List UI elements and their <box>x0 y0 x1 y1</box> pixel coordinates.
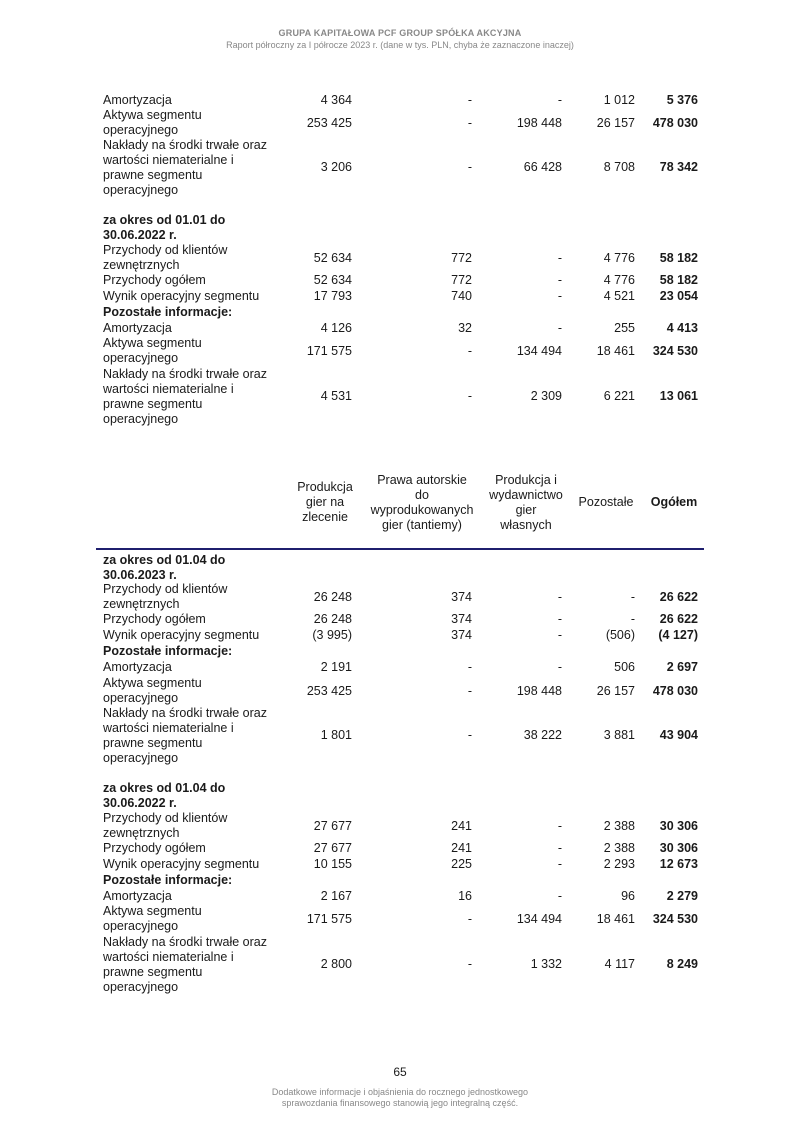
row-label: operacyjnego <box>103 691 179 705</box>
cell: - <box>467 389 472 403</box>
cell-total: 324 530 <box>652 344 698 358</box>
period-label: 30.06.2023 r. <box>103 568 177 582</box>
cell: 2 388 <box>603 819 635 833</box>
cell: - <box>630 612 635 626</box>
row-label: Nakłady na środki trwałe oraz <box>103 367 267 381</box>
column-header-produkcja-na-zlecenie <box>285 480 365 525</box>
cell: - <box>630 590 635 604</box>
row-label: Nakłady na środki trwałe oraz <box>103 138 267 152</box>
period-label: za okres od 01.04 do <box>103 553 226 567</box>
cell: - <box>557 841 562 855</box>
cell: - <box>557 889 562 903</box>
cell: 253 425 <box>306 116 352 130</box>
table-header-divider <box>96 548 704 550</box>
cell: - <box>467 160 472 174</box>
column-header-line: gier na <box>305 495 345 509</box>
cell: 26 157 <box>596 116 635 130</box>
cell-total: 478 030 <box>652 116 698 130</box>
cell: 8 708 <box>603 160 635 174</box>
cell: - <box>467 344 472 358</box>
cell: 4 776 <box>603 273 635 287</box>
row-label: prawne segmentu <box>103 397 203 411</box>
row-label: operacyjnego <box>103 980 179 994</box>
cell: - <box>557 819 562 833</box>
row-label: Amortyzacja <box>103 93 172 107</box>
cell-total: 2 697 <box>666 660 698 674</box>
cell: 772 <box>451 251 472 265</box>
cell: - <box>467 684 472 698</box>
cell: - <box>557 251 562 265</box>
column-header-line: Produkcja i <box>495 473 557 487</box>
row-label: wartości niematerialne i <box>103 382 234 396</box>
row-label: operacyjnego <box>103 412 179 426</box>
row-label: operacyjnego <box>103 183 179 197</box>
column-header-pozostale: Pozostałe <box>578 495 634 509</box>
cell: - <box>557 857 562 871</box>
cell: - <box>467 93 472 107</box>
column-header-line: wydawnictwo <box>489 488 563 502</box>
table-row-przychody-klienci <box>0 582 800 612</box>
column-header-line: własnych <box>500 518 552 532</box>
cell: 241 <box>451 819 472 833</box>
cell: 4 521 <box>603 289 635 303</box>
cell: - <box>467 116 472 130</box>
cell: - <box>467 728 472 742</box>
cell: 2 388 <box>603 841 635 855</box>
cell-total: 58 182 <box>659 273 698 287</box>
cell-total: 43 904 <box>659 728 698 742</box>
section-label: Pozostałe informacje: <box>103 305 233 319</box>
page-footer <box>0 1087 800 1109</box>
cell: 52 634 <box>313 273 352 287</box>
column-header-line: Produkcja <box>297 480 353 494</box>
table-row-aktywa <box>0 108 800 138</box>
cell-total: 23 054 <box>659 289 698 303</box>
row-label: prawne segmentu <box>103 965 203 979</box>
cell: 4 531 <box>320 389 352 403</box>
table-row-naklady <box>0 706 800 766</box>
cell: 38 222 <box>523 728 562 742</box>
row-label: prawne segmentu <box>103 736 203 750</box>
row-label: zewnętrznych <box>103 258 180 272</box>
cell: 506 <box>614 660 635 674</box>
column-header-line: do <box>415 488 429 502</box>
section-label: Pozostałe informacje: <box>103 873 233 887</box>
row-label: zewnętrznych <box>103 597 180 611</box>
cell: 241 <box>451 841 472 855</box>
cell: 17 793 <box>313 289 352 303</box>
row-label: Przychody od klientów <box>103 811 228 825</box>
cell-total: 5 376 <box>666 93 698 107</box>
section-label: Pozostałe informacje: <box>103 644 233 658</box>
report-company-header: GRUPA KAPITAŁOWA PCF GROUP SPÓŁKA AKCYJNA <box>278 28 522 38</box>
cell: 4 364 <box>320 93 352 107</box>
cell: 32 <box>458 321 472 335</box>
row-label: operacyjnego <box>103 751 179 765</box>
cell: 1 012 <box>603 93 635 107</box>
table-row-aktywa <box>0 904 800 934</box>
row-label: wartości niematerialne i <box>103 153 234 167</box>
row-label: operacyjnego <box>103 123 179 137</box>
cell-total: 78 342 <box>659 160 698 174</box>
cell: 740 <box>451 289 472 303</box>
period-heading <box>0 781 800 811</box>
cell: 4 117 <box>604 957 635 971</box>
cell: 66 428 <box>523 160 562 174</box>
cell: 198 448 <box>516 684 562 698</box>
row-label: Wynik operacyjny segmentu <box>103 289 260 303</box>
cell: (3 995) <box>312 628 352 642</box>
cell-total: 324 530 <box>652 912 698 926</box>
row-label: Amortyzacja <box>103 889 172 903</box>
cell: 3 881 <box>603 728 635 742</box>
period-label: za okres od 01.01 do <box>103 213 226 227</box>
period-label: za okres od 01.04 do <box>103 781 226 795</box>
cell: 2 800 <box>320 957 352 971</box>
cell: 96 <box>621 889 635 903</box>
row-label: Przychody ogółem <box>103 612 206 626</box>
row-label: prawne segmentu <box>103 168 203 182</box>
table-row-naklady <box>0 935 800 995</box>
cell-total: 30 306 <box>659 841 698 855</box>
row-label: Nakłady na środki trwałe oraz <box>103 935 267 949</box>
cell-total: 30 306 <box>659 819 698 833</box>
cell: (506) <box>605 628 635 642</box>
row-label: wartości niematerialne i <box>103 950 234 964</box>
row-label: wartości niematerialne i <box>103 721 234 735</box>
cell: 26 248 <box>313 590 352 604</box>
cell: 2 191 <box>320 660 352 674</box>
column-header-line: Prawa autorskie <box>377 473 467 487</box>
cell: - <box>557 273 562 287</box>
row-label: Aktywa segmentu <box>103 336 202 350</box>
period-heading <box>0 553 800 583</box>
cell: - <box>557 289 562 303</box>
cell: - <box>467 660 472 674</box>
period-label: 30.06.2022 r. <box>103 796 177 810</box>
cell: 52 634 <box>313 251 352 265</box>
cell: 26 248 <box>313 612 352 626</box>
cell: - <box>557 628 562 642</box>
footer-line: sprawozdania finansowego stanowią jego integralną część. <box>281 1098 519 1108</box>
cell: - <box>557 612 562 626</box>
cell: 374 <box>451 612 472 626</box>
row-label: Przychody ogółem <box>103 841 206 855</box>
row-label: Amortyzacja <box>103 660 172 674</box>
cell: - <box>557 660 562 674</box>
column-header-prawa-autorskie <box>362 473 482 533</box>
cell-total: 26 622 <box>659 612 698 626</box>
cell-total: 2 279 <box>666 889 698 903</box>
column-header-line: zlecenie <box>302 510 348 524</box>
table-row-przychody-klienci <box>0 811 800 841</box>
row-label: Aktywa segmentu <box>103 108 202 122</box>
cell: 253 425 <box>306 684 352 698</box>
table-row-naklady <box>0 367 800 427</box>
cell: 374 <box>451 628 472 642</box>
row-label: Aktywa segmentu <box>103 676 202 690</box>
row-label: operacyjnego <box>103 919 179 933</box>
row-label: operacyjnego <box>103 351 179 365</box>
cell: 2 309 <box>530 389 562 403</box>
footer-line: Dodatkowe informacje i objaśnienia do rocznego jednostkowego <box>271 1087 529 1097</box>
report-subtitle: Raport półroczny za I półrocze 2023 r. (dane w tys. PLN, chyba że zaznaczone inaczej) <box>226 40 574 50</box>
cell-total: 12 673 <box>659 857 698 871</box>
period-heading <box>0 213 800 243</box>
cell: 16 <box>458 889 472 903</box>
cell: 225 <box>451 857 472 871</box>
cell: 2 293 <box>603 857 635 871</box>
table-row-aktywa <box>0 336 800 366</box>
row-label: Wynik operacyjny segmentu <box>103 628 260 642</box>
row-label: Przychody ogółem <box>103 273 206 287</box>
cell: 772 <box>451 273 472 287</box>
table-row-przychody-klienci <box>0 243 800 273</box>
cell: - <box>467 957 472 971</box>
column-header-line: wyprodukowanych <box>370 503 474 517</box>
cell: 18 461 <box>596 344 635 358</box>
cell: 2 167 <box>320 889 352 903</box>
row-label: Przychody od klientów <box>103 582 228 596</box>
cell: 1 332 <box>530 957 562 971</box>
cell: 171 575 <box>306 912 352 926</box>
page-number: 65 <box>393 1065 407 1079</box>
row-label: Amortyzacja <box>103 321 172 335</box>
cell: 255 <box>614 321 635 335</box>
cell-total: (4 127) <box>658 628 698 642</box>
row-label: Przychody od klientów <box>103 243 228 257</box>
cell: - <box>557 590 562 604</box>
cell: - <box>467 912 472 926</box>
cell-total: 4 413 <box>666 321 698 335</box>
column-header-produkcja-wlasnych <box>480 473 572 533</box>
cell: - <box>557 321 562 335</box>
column-header-line: gier <box>515 503 537 517</box>
cell: 3 206 <box>320 160 352 174</box>
cell: 26 157 <box>596 684 635 698</box>
cell-total: 13 061 <box>659 389 698 403</box>
table-row-naklady <box>0 138 800 198</box>
column-header-line: gier (tantiemy) <box>382 518 462 532</box>
cell: 198 448 <box>516 116 562 130</box>
cell: 374 <box>451 590 472 604</box>
cell: 18 461 <box>596 912 635 926</box>
cell: 1 801 <box>320 728 352 742</box>
cell: 4 126 <box>320 321 352 335</box>
cell-total: 478 030 <box>652 684 698 698</box>
cell: 171 575 <box>306 344 352 358</box>
column-header-ogolem: Ogółem <box>650 495 698 509</box>
table-row-aktywa <box>0 676 800 706</box>
cell-total: 58 182 <box>659 251 698 265</box>
cell: 27 677 <box>313 841 352 855</box>
cell: 4 776 <box>603 251 635 265</box>
cell-total: 8 249 <box>666 957 698 971</box>
row-label: Aktywa segmentu <box>103 904 202 918</box>
cell: 27 677 <box>313 819 352 833</box>
cell: 134 494 <box>516 344 562 358</box>
cell: 6 221 <box>603 389 635 403</box>
cell: - <box>557 93 562 107</box>
cell: 134 494 <box>516 912 562 926</box>
cell: 10 155 <box>313 857 352 871</box>
row-label: zewnętrznych <box>103 826 180 840</box>
period-label: 30.06.2022 r. <box>103 228 177 242</box>
row-label: Wynik operacyjny segmentu <box>103 857 260 871</box>
row-label: Nakłady na środki trwałe oraz <box>103 706 267 720</box>
cell-total: 26 622 <box>659 590 698 604</box>
